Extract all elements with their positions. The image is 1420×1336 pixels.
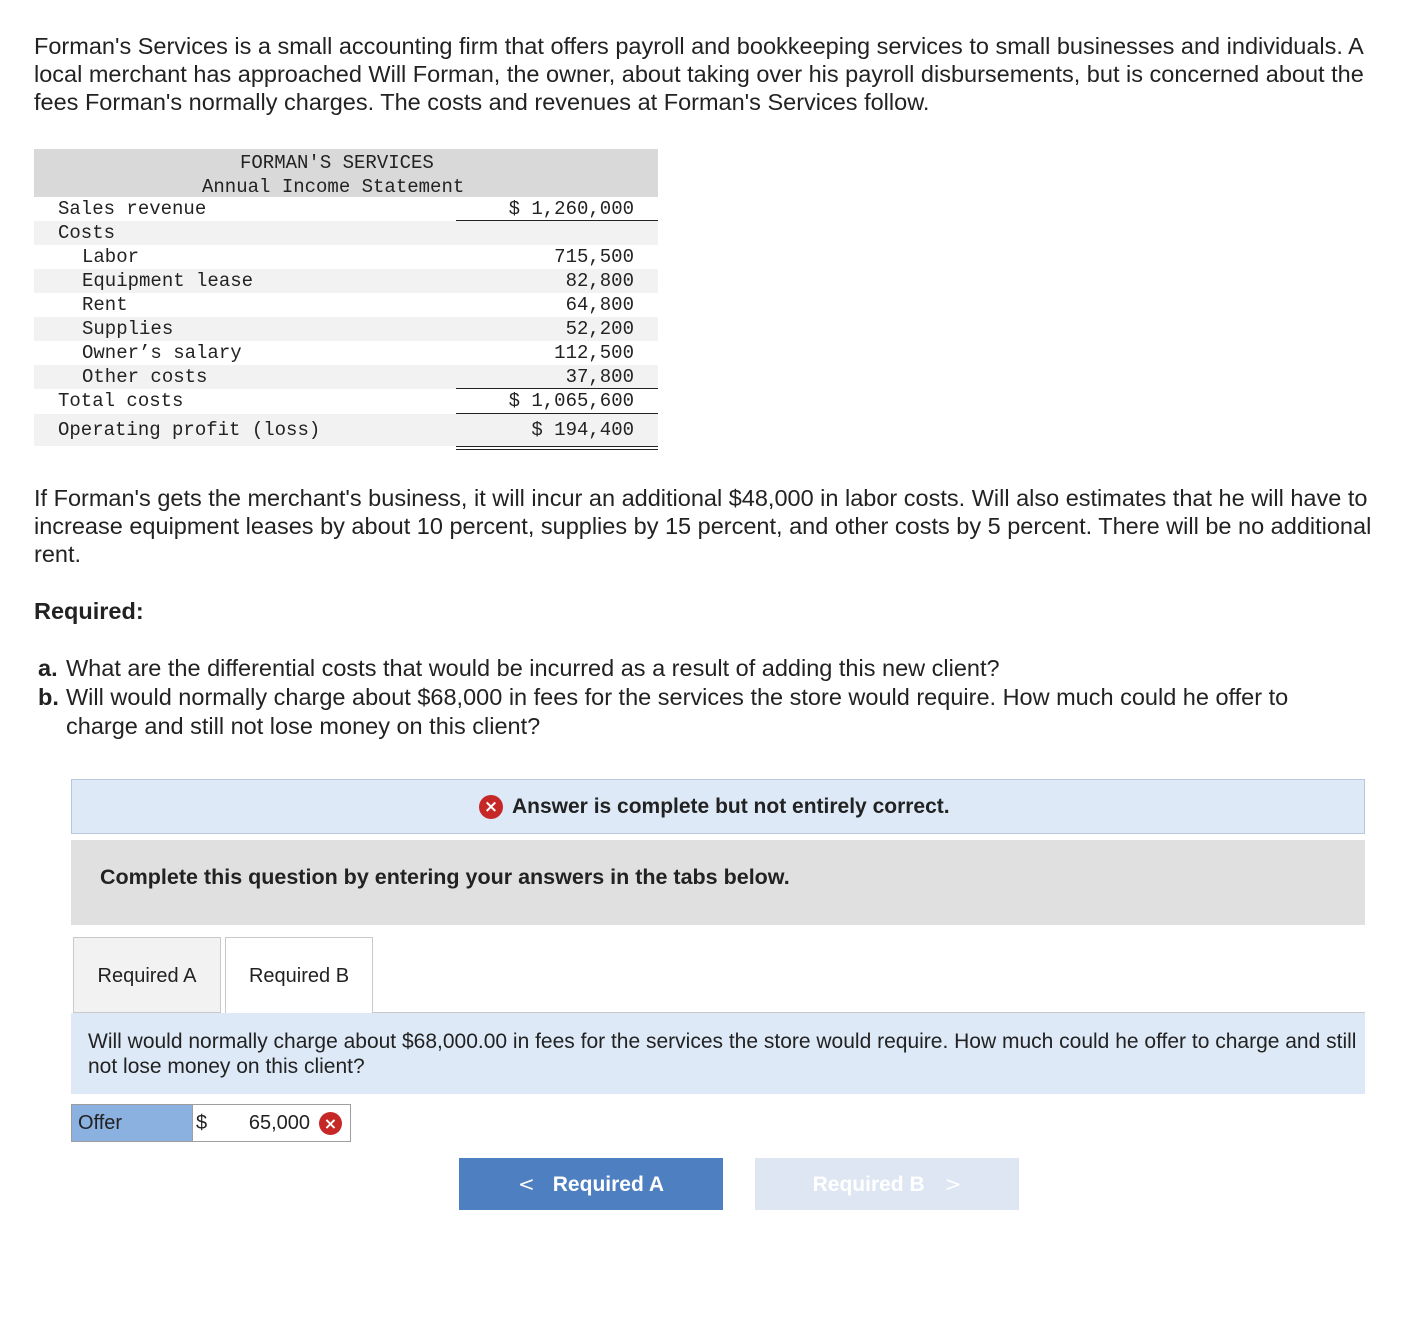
cost-row-owners-salary — [34, 341, 658, 365]
incorrect-icon: × — [319, 1112, 342, 1135]
question-b-text: Will would normally charge about $68,000 in fees for the services the store would require. How much could he offer to charge and still not lose money on this client? — [66, 684, 1289, 739]
row-value: $ 1,260,000 — [508, 198, 634, 220]
row-value: $ 1,065,600 — [508, 390, 634, 412]
statement-title: Annual Income Statement — [202, 176, 465, 198]
instructions-text: Complete this question by entering your answers in the tabs below. — [100, 865, 790, 889]
row-label: Rent — [82, 294, 128, 316]
row-label: Supplies — [82, 318, 174, 340]
row-value: 112,500 — [554, 342, 634, 364]
prev-required-a-button[interactable] — [459, 1158, 723, 1210]
row-value: 52,200 — [565, 318, 634, 340]
tab-required-b[interactable]: Required B — [225, 937, 373, 1014]
row-label: Equipment lease — [82, 270, 254, 292]
row-label: Sales revenue — [58, 198, 207, 220]
instructions-panel — [71, 840, 1365, 925]
statement-header — [34, 149, 658, 197]
operating-profit-row — [34, 414, 658, 446]
answer-row — [71, 1104, 351, 1142]
currency-symbol: $ — [196, 1112, 208, 1134]
offer-input[interactable] — [193, 1105, 350, 1141]
income-statement-table — [34, 149, 658, 446]
row-label: Labor — [82, 246, 140, 268]
row-value: 37,800 — [565, 366, 634, 388]
row-label: Owner’s salary — [82, 342, 242, 364]
question-b — [34, 683, 1374, 739]
prev-button-label: Required A — [552, 1173, 664, 1196]
row-label: Total costs — [58, 390, 184, 412]
answer-status-banner — [71, 779, 1365, 834]
row-value: $ 194,400 — [531, 419, 634, 441]
offer-label: Offer — [72, 1105, 193, 1141]
row-value: 715,500 — [554, 246, 634, 268]
next-required-b-button[interactable] — [755, 1158, 1019, 1210]
cost-row-labor — [34, 245, 658, 269]
question-b-label: b. — [38, 684, 59, 710]
tab-required-a[interactable]: Required A — [73, 937, 221, 1013]
question-a-text: What are the differential costs that would be incurred as a result of adding this new client? — [66, 655, 1000, 681]
intro-paragraph: Forman's Services is a small accounting firm that offers payroll and bookkeeping services to small businesses and individuals. A local merchant has approached Will Forman, the owner, about taking over his payroll disbursements, but is concerned about the fees Forman's normally charges. The costs and revenues at Forman's Services follow. — [34, 33, 1364, 115]
cost-row-rent — [34, 293, 658, 317]
statement-company-name: FORMAN'S SERVICES — [240, 152, 434, 174]
answer-status-message: Answer is complete but not entirely correct. — [512, 795, 950, 818]
cost-row-supplies — [34, 317, 658, 341]
row-value: 64,800 — [565, 294, 634, 316]
chevron-right-icon: > — [944, 1172, 962, 1196]
next-button-label: Required B — [812, 1173, 925, 1196]
total-costs-row — [34, 389, 658, 414]
cost-row-equipment-lease — [34, 269, 658, 293]
required-heading: Required: — [34, 598, 144, 624]
question-b-prompt: Will would normally charge about $68,000.00 in fees for the services the store would require. How much could he offer to charge and still not lose money on this client? — [88, 1030, 1357, 1078]
question-a-label: a. — [38, 655, 58, 681]
chevron-left-icon: < — [518, 1172, 535, 1196]
x-circle-icon: × — [479, 795, 503, 819]
row-label: Costs — [58, 222, 116, 244]
row-label: Operating profit (loss) — [58, 419, 321, 441]
offer-value: 65,000 — [248, 1112, 310, 1134]
sales-revenue-row — [34, 197, 658, 221]
question-panel — [71, 1013, 1365, 1094]
scenario-paragraph: If Forman's gets the merchant's business, it will incur an additional $48,000 in labor costs. Will also estimates that he will have to increase equipment leases by about 10 percent, supplies by 15 percent, and other costs by 5 percent. There will be no additional rent. — [34, 485, 1372, 567]
cost-row-other-costs — [34, 365, 658, 389]
row-label: Other costs — [82, 366, 208, 388]
costs-header-row — [34, 221, 658, 245]
row-value: 82,800 — [565, 270, 634, 292]
question-a — [34, 654, 1374, 683]
